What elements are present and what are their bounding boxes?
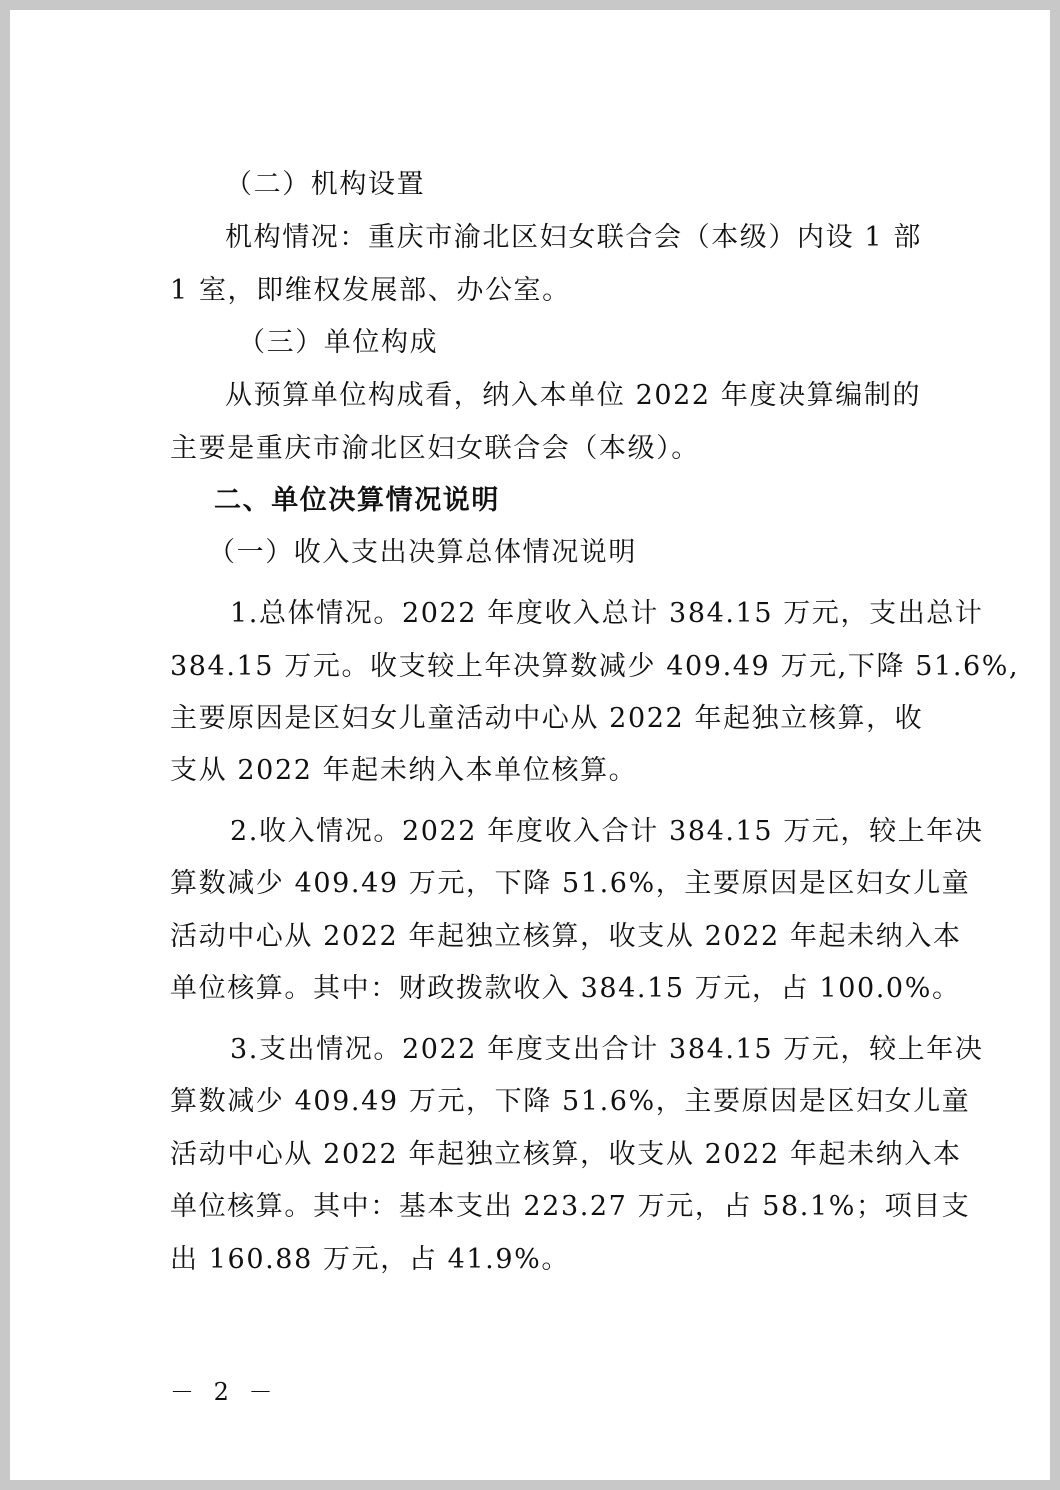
paragraph-unit-line-2: 主要是重庆市渝北区妇女联合会（本级）。 [170, 433, 700, 464]
paragraph-expense-line-1: 3.支出情况。2022 年度支出合计 384.15 万元，较上年决 [230, 1034, 984, 1065]
heading-overall-explanation: （一）收入支出决算总体情况说明 [208, 537, 637, 568]
paragraph-expense-line-3: 活动中心从 2022 年起独立核算，收支从 2022 年起未纳入本 [170, 1139, 962, 1170]
heading-unit-composition: （三）单位构成 [238, 327, 439, 358]
heading-budget-explanation: 二、单位决算情况说明 [214, 485, 500, 516]
paragraph-income-line-3: 活动中心从 2022 年起独立核算，收支从 2022 年起未纳入本 [170, 921, 962, 952]
paragraph-expense-line-2: 算数减少 409.49 万元，下降 51.6%，主要原因是区妇女儿童 [170, 1086, 971, 1117]
paragraph-overall-line-2: 384.15 万元。收支较上年决算数减少 409.49 万元,下降 51.6%, [170, 651, 1020, 682]
paragraph-income-line-2: 算数减少 409.49 万元，下降 51.6%，主要原因是区妇女儿童 [170, 868, 971, 899]
document-page [10, 10, 1050, 1480]
paragraph-expense-line-5: 出 160.88 万元，占 41.9%。 [170, 1244, 570, 1275]
paragraph-income-line-1: 2.收入情况。2022 年度收入合计 384.15 万元，较上年决 [230, 816, 984, 847]
paragraph-overall-line-1: 1.总体情况。2022 年度收入总计 384.15 万元，支出总计 [230, 598, 984, 629]
paragraph-overall-line-4: 支从 2022 年起未纳入本单位核算。 [170, 755, 638, 786]
paragraph-income-line-4: 单位核算。其中：财政拨款收入 384.15 万元，占 100.0%。 [170, 973, 961, 1004]
paragraph-org-line-1: 机构情况：重庆市渝北区妇女联合会（本级）内设 1 部 [225, 222, 922, 253]
paragraph-unit-line-1: 从预算单位构成看，纳入本单位 2022 年度决算编制的 [225, 380, 922, 411]
paragraph-expense-line-4: 单位核算。其中：基本支出 223.27 万元，占 58.1%；项目支 [170, 1191, 971, 1222]
heading-org-setup: （二）机构设置 [225, 169, 426, 200]
paragraph-org-line-2: 1 室，即维权发展部、办公室。 [170, 275, 571, 306]
paragraph-overall-line-3: 主要原因是区妇女儿童活动中心从 2022 年起独立核算，收 [170, 703, 924, 734]
page-number: － 2 － [170, 1378, 279, 1406]
